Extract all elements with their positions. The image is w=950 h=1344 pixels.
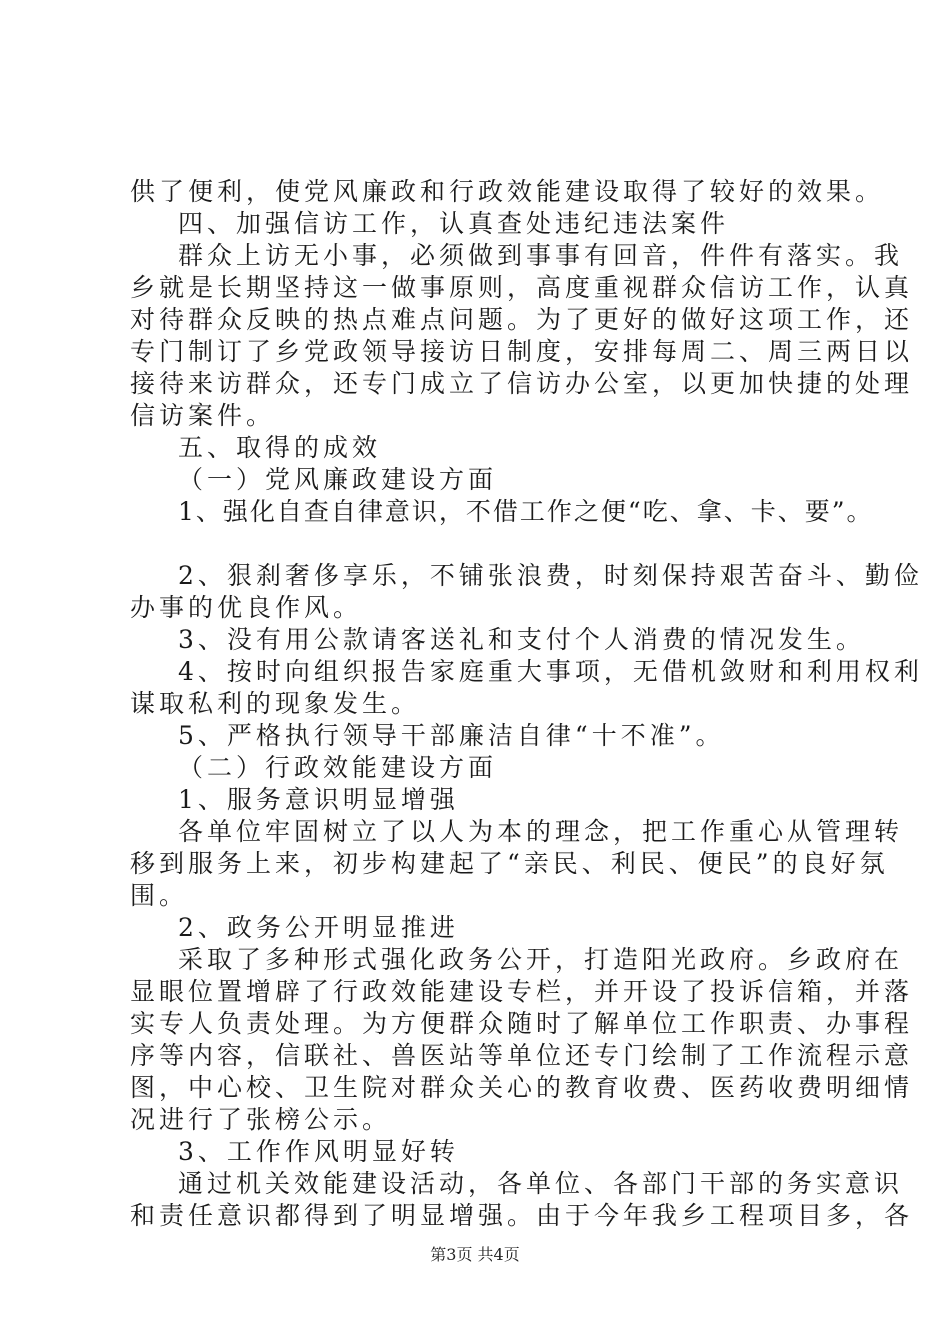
text-line: 显眼位置增辟了行政效能建设专栏，并开设了投诉信箱，并落 [130, 977, 914, 1006]
item-heading: 3、工作作风明显好转 [178, 1137, 459, 1166]
text-line: 移到服务上来，初步构建起了“亲民、利民、便民”的良好氛 [130, 849, 889, 878]
section-heading-4: 四、加强信访工作，认真查处违纪违法案件 [178, 209, 730, 238]
text-line: 谋取私利的现象发生。 [130, 689, 421, 718]
page-number-footer: 第3页 共4页 [430, 1245, 520, 1264]
text-line: 专门制订了乡党政领导接访日制度，安排每周二、周三两日以 [130, 337, 914, 366]
item-heading: 2、政务公开明显推进 [178, 913, 459, 942]
text-line: 群众上访无小事，必须做到事事有回音，件件有落实。我 [178, 241, 904, 270]
text-line: 3、没有用公款请客送礼和支付个人消费的情况发生。 [178, 625, 865, 654]
subsection-heading: （二）行政效能建设方面 [178, 753, 498, 782]
text-line: 图，中心校、卫生院对群众关心的教育收费、医药收费明细情 [130, 1073, 914, 1102]
text-line: 各单位牢固树立了以人为本的理念，把工作重心从管理转 [178, 817, 904, 846]
text-line: 通过机关效能建设活动，各单位、各部门干部的务实意识 [178, 1169, 904, 1198]
text-line: 序等内容，信联社、兽医站等单位还专门绘制了工作流程示意 [130, 1041, 914, 1070]
subsection-heading: （一）党风廉政建设方面 [178, 465, 498, 494]
text-line: 和责任意识都得到了明显增强。由于今年我乡工程项目多，各 [130, 1201, 914, 1230]
text-line: 对待群众反映的热点难点问题。为了更好的做好这项工作，还 [130, 305, 914, 334]
text-line: 接待来访群众，还专门成立了信访办公室，以更加快捷的处理 [130, 369, 914, 398]
text-line: 2、狠刹奢侈享乐，不铺张浪费，时刻保持艰苦奋斗、勤俭 [178, 561, 923, 590]
text-line: 办事的优良作风。 [130, 593, 363, 622]
item-heading: 1、服务意识明显增强 [178, 785, 459, 814]
text-line: 采取了多种形式强化政务公开，打造阳光政府。乡政府在 [178, 945, 904, 974]
section-heading-5: 五、取得的成效 [178, 433, 382, 462]
text-line: 供了便利，使党风廉政和行政效能建设取得了较好的效果。 [130, 177, 885, 206]
text-line: 况进行了张榜公示。 [130, 1105, 392, 1134]
text-line: 5、严格执行领导干部廉洁自律“十不准”。 [178, 721, 725, 750]
text-line: 乡就是长期坚持这一做事原则，高度重视群众信访工作，认真 [130, 273, 914, 302]
text-line: 1、强化自查自律意识，不借工作之便“吃、拿、卡、要”。 [178, 497, 874, 526]
text-line: 4、按时向组织报告家庭重大事项，无借机敛财和利用权利 [178, 657, 923, 686]
text-line: 实专人负责处理。为方便群众随时了解单位工作职责、办事程 [130, 1009, 914, 1038]
text-line: 围。 [130, 881, 189, 910]
text-line: 信访案件。 [130, 401, 276, 430]
